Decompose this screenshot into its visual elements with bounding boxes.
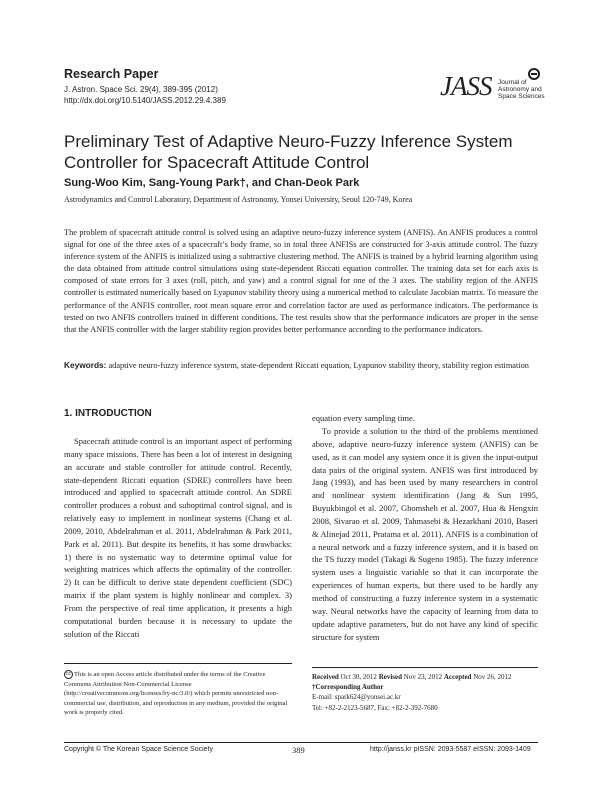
accepted-date: Nov 26, 2012 xyxy=(471,673,512,681)
received-label: Received xyxy=(312,673,339,681)
logo-wordmark: JASS xyxy=(440,71,492,101)
affiliation: Astrodynamics and Control Laboratory, Department of Astronomy, Yonsei University, Seoul 120-749, Korea xyxy=(64,195,413,204)
doi-link[interactable]: http://dx.doi.org/10.5140/JASS.2012.29.4.389 xyxy=(64,96,226,105)
page-number: 389 xyxy=(292,745,305,755)
footnote-divider-left xyxy=(64,663,292,664)
logo-line-3: Space Sciences xyxy=(498,93,545,100)
paper-title: Preliminary Test of Adaptive Neuro-Fuzzy Inference System Controller for Spacecraft Attitude Control xyxy=(64,132,513,172)
revised-label: Revised xyxy=(378,673,403,681)
corresponding-phone: Tel: +82-2-2123-5687, Fax: +82-2-392-7680 xyxy=(312,703,438,712)
keywords xyxy=(64,359,538,372)
corresponding-author-label: †Corresponding Author xyxy=(312,683,384,692)
received-date: Oct 30, 2012 xyxy=(338,673,379,681)
journal-issn: http://janss.kr pISSN: 2093-5587 eISSN: 2093-1409 xyxy=(370,746,531,753)
footnote-divider-right xyxy=(312,667,538,668)
intro-paragraph-right: To provide a solution to the third of the problems mentioned above, adaptive neuro-fuzzy inference system (ANFIS) can be used, as it can model any system once it is given the input-output data pairs of the original system. ANFIS was first introduced by Jang (1993), and has been used by many researchers in control and nonlinear system identification (Jang & Sun 1995, Buyukbingol et al. 2007, Ghomsheh et al. 2007, Hua & Hengxin 2008, Sivarao et al. 2009, Tahmasebi & Hezarkhani 2010, Baseri & Alinejad 2011, Pratama et al. 2011). ANFIS is a combination of a neural network and a fuzzy inference system, and it is based on the TS fuzzy model (Takagi & Sugeno 1985). The fuzzy inference system uses a linguistic variable so that it can incorporate the experiences of human experts, but there used to be hardly any method of constructing a fuzzy inference system in a systematic way. Neural networks have the capacity of learning from data to update adaptive parameters, but do not have any kind of specific structure for system xyxy=(312,426,538,642)
author-list: Sung-Woo Kim, Sang-Young Park†, and Chan-Deok Park xyxy=(64,177,360,189)
corresponding-email[interactable]: E-mail: spark624@yonsei.ac.kr xyxy=(312,693,401,702)
article-type-label: Research Paper xyxy=(64,67,159,81)
license-footnote xyxy=(64,670,294,718)
footer-divider xyxy=(64,742,538,743)
revised-date: Nov 23, 2012 xyxy=(402,673,444,681)
intro-paragraph-continued: equation every sampling time. xyxy=(312,413,415,423)
citation-block xyxy=(64,84,226,106)
logo-subtitle xyxy=(498,79,545,100)
license-text: This is an open Access article distributed under the terms of the Creative Commons Attribution Non-Commercial License (http://creativecommons.org/licenses/by-nc/3.0/) which permits unrestricted non-commercial use, distribution, and reproduction in any medium, provided the original work is properly cited. xyxy=(64,671,288,717)
section-heading-introduction: 1. INTRODUCTION xyxy=(64,408,152,419)
abstract: The problem of spacecraft attitude control is solved using an adaptive neuro-fuzzy inference system (ANFIS). An ANFIS produces a control signal for one of the three axes of a spacecraft’s body frame, so in total three ANFISs are constructed for 3-axis attitude control. The fuzzy inference system of the ANFIS is initialized using a subtractive clustering method. The ANFIS is trained by a hybrid learning algorithm using the data obtained from attitude control simulations using state-dependent Riccati equation controller. The training data set for each axis is composed of state errors for 3 axes (roll, pitch, and yaw) and a control signal for one of the 3 axes. The stability region of the ANFIS controller is estimated numerically based on Lyapunov stability theory using a numerical method to calculate Jacobian matrix. To measure the performance of the ANFIS controller, root mean square error and correlation factor are used as performance indicators. The performance is tested on two ANFIS controllers trained in different conditions. The test results show that the performance indicators are proper in the sense that the ANFIS controller with the larger stability region provides better performance according to the performance indicators. xyxy=(64,228,538,334)
accepted-label: Accepted xyxy=(443,673,472,681)
intro-paragraph-left: Spacecraft attitude control is an important aspect of performing many space missions. There has been a lot of interest in designing an accurate and stable controller for attitude control. Recently, state-dependent Riccati equation (SDRE) controllers have been introduced and applied to spacecraft attitude control. An SDRE controller produces a robust and suboptimal control signal, and is relatively easy to implement in nonlinear systems (Chang et al. 2009, 2010, Abdelrahman et al. 2011, Abdelrahman & Park 2011, Park et al. 2011). But despite its benefits, it has some drawbacks: 1) there is no systematic way to determine optimal value for weighting matrices which affects the optimality of the controller. 2) It can be difficult to derive state dependent coefficient (SDC) matrix if the plant system is highly nonlinear and complex. 3) From the perspective of real time application, it presents a high computational burden because it is necessary to update the solution of the Riccati xyxy=(64,436,292,639)
copyright-notice: Copyright © The Korean Space Science Society xyxy=(64,746,213,753)
logo-line-2: Astronomy and xyxy=(498,86,542,93)
article-info-footnote xyxy=(312,672,542,713)
keywords-label: Keywords: xyxy=(64,360,107,370)
creative-commons-icon: cc xyxy=(66,671,71,677)
logo-line-1: Journal of xyxy=(498,79,527,86)
journal-citation: J. Astron. Space Sci. 29(4), 389-395 (2012) xyxy=(64,85,218,94)
journal-logo xyxy=(440,68,550,108)
article-dates xyxy=(312,672,542,682)
keywords-text: adaptive neuro-fuzzy inference system, state-dependent Riccati equation, Lyapunov stability theory, stability region estimation xyxy=(106,361,529,370)
